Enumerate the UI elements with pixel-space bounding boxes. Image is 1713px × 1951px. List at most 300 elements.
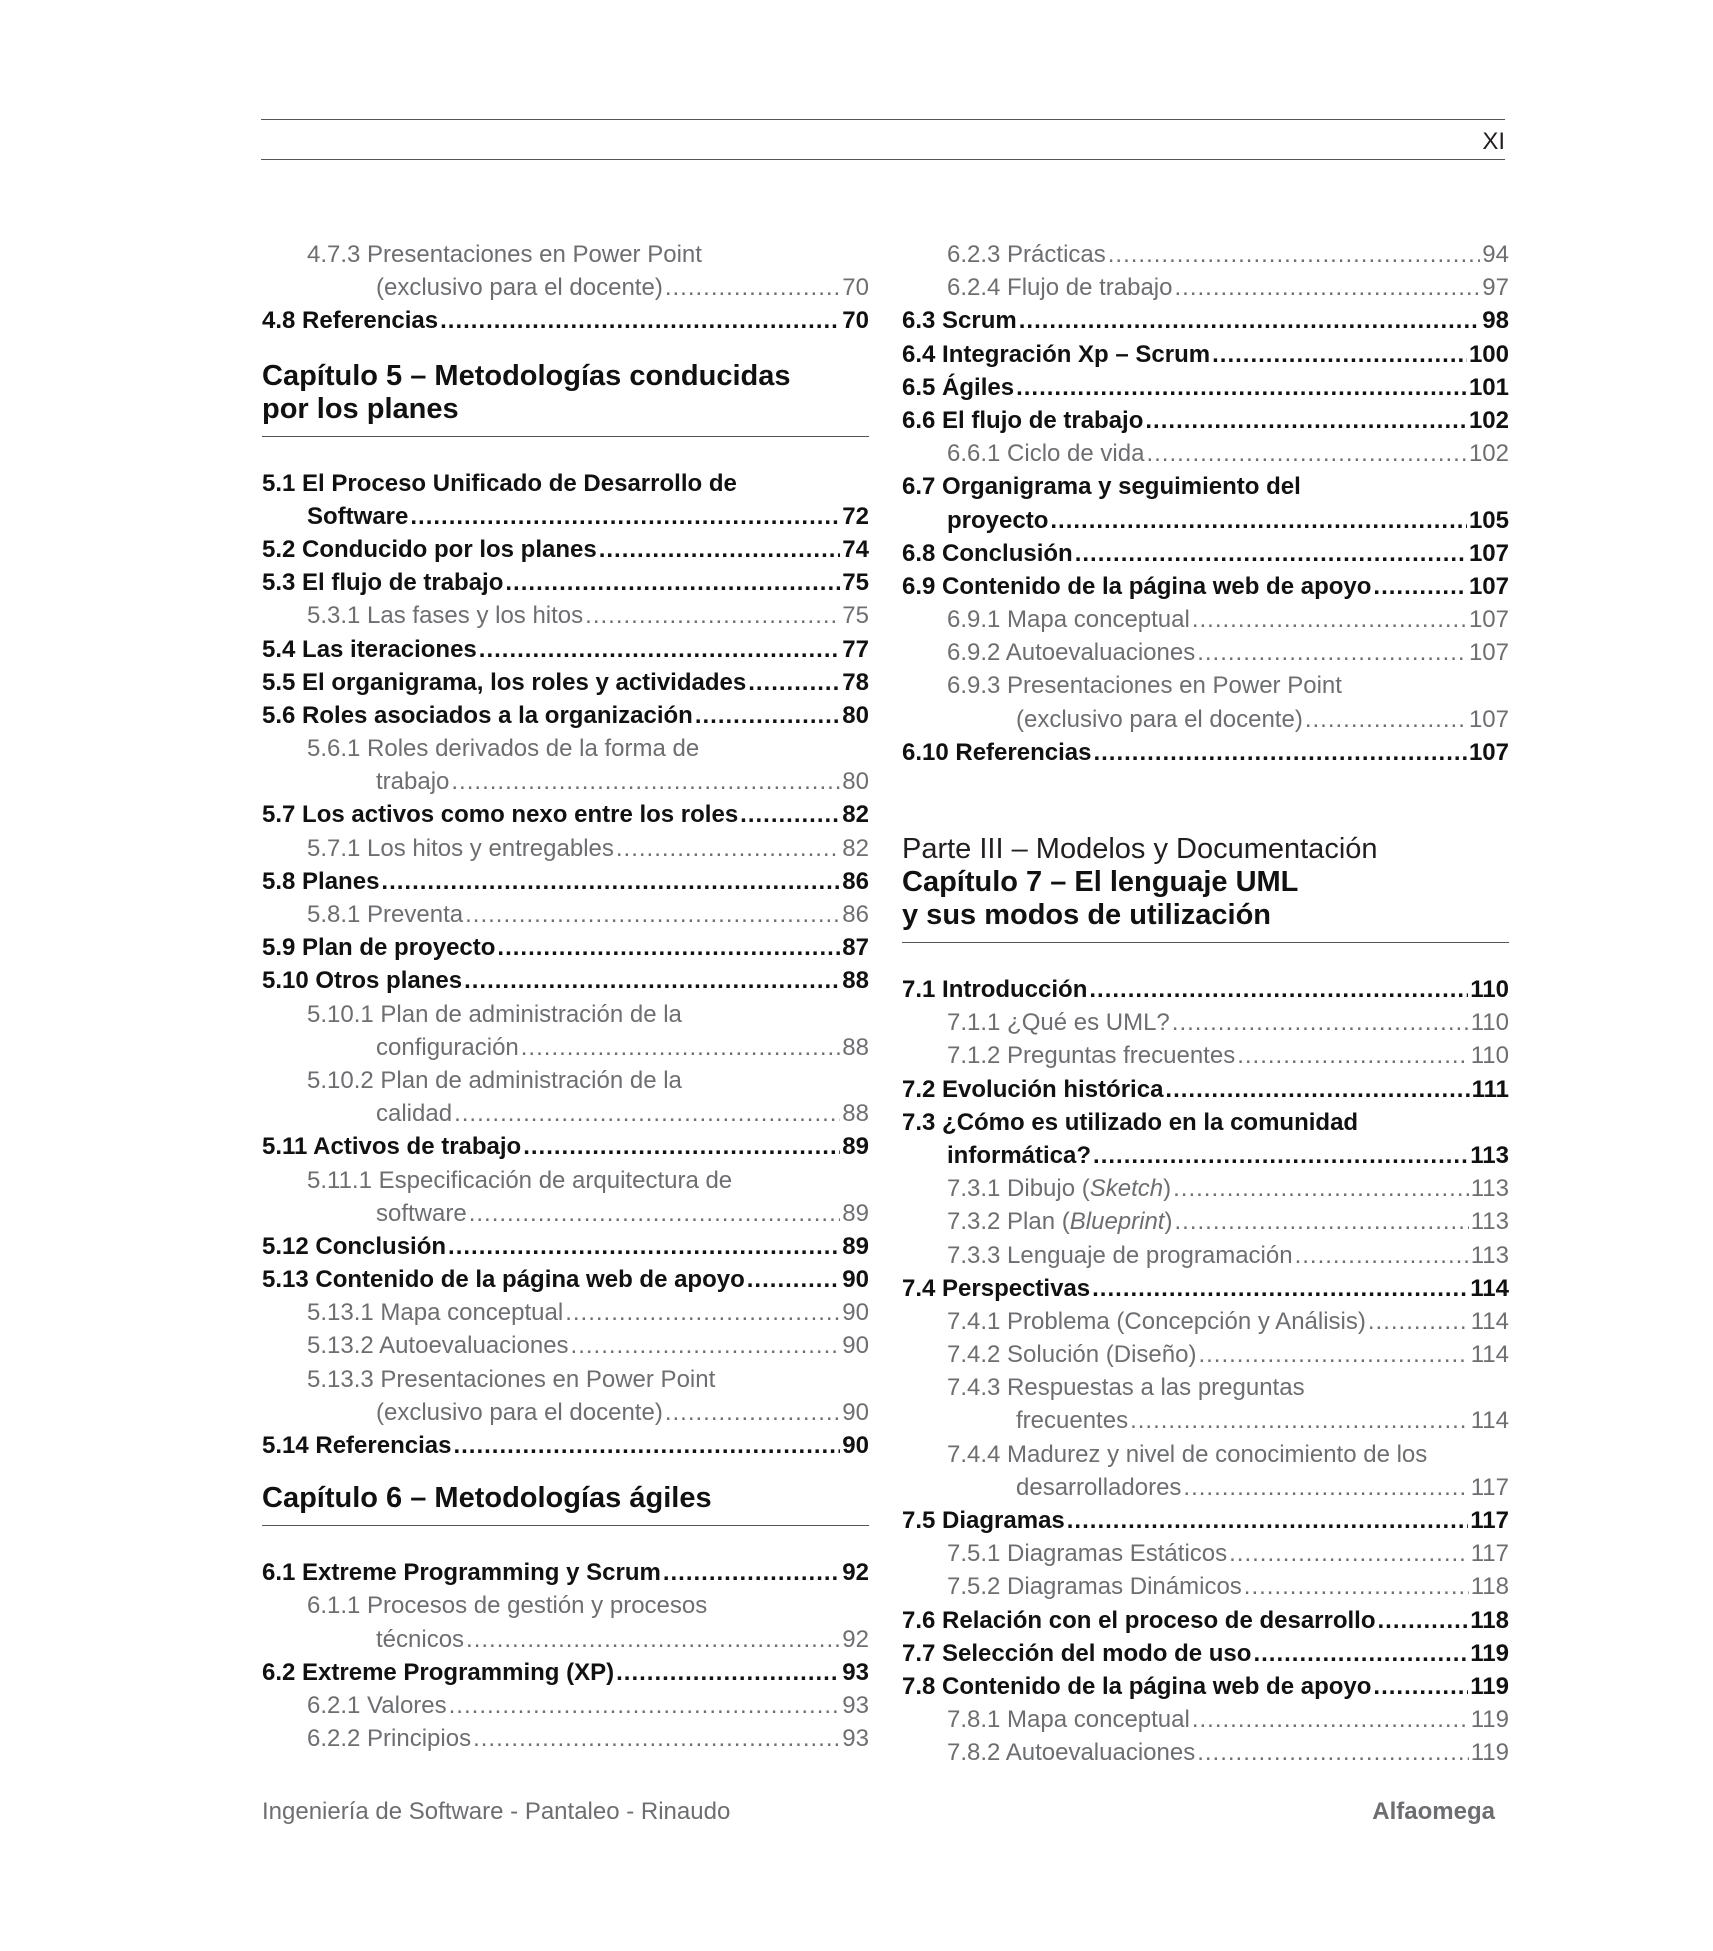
toc-page-number: 88 (842, 1100, 869, 1128)
toc-leader-dots (1229, 1537, 1469, 1570)
toc-entry (262, 1429, 869, 1462)
toc-entry (262, 732, 869, 765)
toc-page-number: 107 (1468, 738, 1509, 766)
toc-leader-dots (616, 832, 840, 865)
toc-entry-text: 6.2.2 Principios (307, 1725, 472, 1753)
toc-leader-dots (1253, 1637, 1468, 1670)
toc-entry (262, 865, 869, 898)
chapter-6-rule (262, 1525, 869, 1526)
toc-leader-dots (1067, 1504, 1469, 1537)
toc-page-number: 78 (842, 668, 869, 696)
toc-entry-text: 7.2 Evolución histórica (902, 1075, 1164, 1103)
toc-entry-text: 5.10.1 Plan de administración de la (307, 1000, 682, 1028)
toc-entry (902, 1504, 1509, 1537)
chapter-6-entries (262, 1556, 869, 1755)
toc-entry-text: 6.2.3 Prácticas (947, 241, 1106, 268)
toc-entry-text: 6.7 Organigrama y seguimiento del (902, 473, 1301, 501)
toc-entry-text: 4.7.3 Presentaciones en Power Point (307, 241, 702, 268)
toc-leader-dots (1373, 570, 1467, 603)
toc-leader-dots (1198, 1338, 1468, 1371)
toc-entry-text: 7.5 Diagramas (902, 1507, 1065, 1534)
toc-entry (262, 1263, 869, 1296)
toc-entry-text: 5.13.3 Presentaciones en Power Point (307, 1365, 716, 1393)
toc-entry-text: 7.3.1 Dibujo (Sketch) (947, 1175, 1172, 1203)
toc-entry (902, 1073, 1509, 1106)
toc-page-number: 90 (842, 1432, 869, 1459)
toc-leader-dots (1050, 504, 1467, 537)
toc-entry-text: 5.4 Las iteraciones (262, 635, 477, 663)
toc-leader-dots (1075, 537, 1467, 570)
toc-entry-text: 7.5.2 Diagramas Dinámicos (947, 1573, 1242, 1601)
toc-entry-text: 4.8 Referencias (262, 307, 439, 335)
toc-page-number: 86 (842, 901, 869, 928)
toc-page-number: 70 (842, 307, 869, 335)
chapter-6-title: Capítulo 6 – Metodologías ágiles (262, 1482, 712, 1515)
chapter-6-heading (262, 1482, 869, 1526)
toc-entry-text: 6.9 Contenido de la página web de apoyo (902, 572, 1372, 600)
toc-page-number: 119 (1470, 1672, 1509, 1700)
toc-page-number: 80 (842, 701, 869, 729)
toc-entry-text: frecuentes (1016, 1407, 1129, 1435)
toc-entry (262, 1589, 869, 1622)
toc-leader-dots (740, 798, 840, 831)
toc-leader-dots (571, 1329, 841, 1362)
toc-page-number: 93 (842, 1658, 869, 1686)
toc-leader-dots (616, 1656, 840, 1689)
toc-entry-text: 7.6 Relación con el proceso de desarrollo (902, 1606, 1376, 1634)
toc-entry-text: 7.8.1 Mapa conceptual (947, 1706, 1190, 1734)
toc-entry (262, 1064, 869, 1097)
chapter-5-title-line1: Capítulo 5 – Metodologías conducidas (262, 359, 791, 392)
toc-leader-dots (454, 1097, 840, 1130)
toc-page-number: 87 (842, 934, 869, 962)
toc-entry (902, 1371, 1509, 1404)
toc-page-number: 117 (1470, 1540, 1509, 1568)
toc-entry (262, 832, 869, 865)
toc-page-number: 119 (1470, 1639, 1509, 1667)
toc-page-number: 110 (1470, 1042, 1509, 1070)
toc-page-number: 77 (842, 635, 869, 663)
toc-page-number: 86 (842, 867, 869, 895)
toc-entry (902, 636, 1509, 669)
toc-leader-dots (695, 699, 840, 732)
toc-entry-text: 7.1.2 Preguntas frecuentes (947, 1042, 1236, 1070)
toc-page-number: 111 (1471, 1075, 1509, 1103)
toc-right-column (902, 238, 1509, 1770)
toc-page-number: 113 (1470, 1241, 1509, 1269)
toc-entry (262, 666, 869, 699)
toc-leader-dots (1165, 1073, 1469, 1106)
toc-page-number: 88 (842, 1033, 869, 1061)
toc-entry (902, 1604, 1509, 1637)
toc-page-number: 82 (842, 801, 869, 829)
toc-right-pre (902, 238, 1509, 769)
toc-entry (902, 470, 1509, 503)
toc-page-number: 90 (842, 1332, 869, 1360)
toc-leader-dots (440, 304, 840, 337)
toc-entry (902, 703, 1509, 736)
toc-entry-text: 5.6 Roles asociados a la organización (262, 701, 693, 729)
toc-entry (902, 603, 1509, 636)
toc-leader-dots (1019, 304, 1481, 337)
header-rule-top (261, 119, 1505, 120)
toc-entry-text: (exclusivo para el docente) (376, 274, 663, 302)
toc-entry (262, 500, 869, 533)
toc-entry (902, 1471, 1509, 1504)
toc-page-number: 114 (1470, 1307, 1509, 1335)
toc-leader-dots (521, 1031, 841, 1064)
toc-entry-text: 5.6.1 Roles derivados de la forma de (307, 735, 700, 763)
toc-entry (902, 973, 1509, 1006)
toc-entry-text: 6.6.1 Ciclo de vida (947, 440, 1145, 468)
toc-entry-text: 5.10 Otros planes (262, 967, 463, 995)
toc-entry (262, 1164, 869, 1197)
toc-page-number: 105 (1468, 506, 1509, 534)
toc-page-number: 80 (842, 768, 869, 796)
toc-page-number: 100 (1468, 340, 1509, 368)
toc-entry-text: (exclusivo para el docente) (1016, 705, 1303, 733)
toc-entry-text: 5.14 Referencias (262, 1432, 452, 1459)
toc-leader-dots (523, 1130, 840, 1163)
toc-entry-text: 5.1 El Proceso Unificado de Desarrollo de (262, 469, 737, 497)
toc-leader-dots (469, 1197, 841, 1230)
toc-entry (902, 338, 1509, 371)
toc-entry-text: calidad (376, 1100, 453, 1128)
toc-page-number: 90 (842, 1299, 869, 1327)
toc-page-number: 90 (842, 1266, 869, 1294)
toc-leader-dots (465, 898, 840, 931)
toc-page-number: 113 (1470, 1175, 1509, 1203)
toc-entry (262, 238, 869, 271)
toc-leader-dots (1368, 1305, 1469, 1338)
toc-entry (902, 1404, 1509, 1437)
chapter-7-title-line2: y sus modos de utilización (902, 899, 1272, 931)
toc-entry-text: 5.7 Los activos como nexo entre los roles (262, 801, 739, 829)
toc-page-number: 113 (1470, 1141, 1509, 1169)
toc-page-number: 89 (842, 1133, 869, 1161)
toc-page-number: 93 (842, 1691, 869, 1719)
toc-leader-dots (505, 566, 840, 599)
toc-entry (902, 570, 1509, 603)
toc-leader-dots (1174, 271, 1480, 304)
toc-page-number: 74 (842, 535, 869, 563)
toc-entry-text: 7.3 ¿Cómo es utilizado en la comunidad (902, 1108, 1359, 1136)
toc-page-number: 119 (1470, 1739, 1509, 1767)
toc-leader-dots (1130, 1404, 1469, 1437)
toc-entry-text: 6.10 Referencias (902, 738, 1092, 766)
toc-leader-dots (449, 1689, 841, 1722)
header-rule-bottom (261, 159, 1505, 160)
toc-entry (262, 467, 869, 500)
toc-leader-dots (1192, 1703, 1469, 1736)
toc-entry-text: desarrolladores (1016, 1473, 1182, 1501)
toc-entry (262, 1130, 869, 1163)
toc-leader-dots (1092, 1272, 1468, 1305)
toc-leader-dots (1192, 603, 1467, 636)
toc-entry-text: 5.13.2 Autoevaluaciones (307, 1332, 569, 1360)
toc-page-number: 92 (842, 1559, 869, 1587)
toc-page-number: 107 (1468, 639, 1509, 667)
toc-entry (262, 271, 869, 304)
toc-entry (262, 1722, 869, 1755)
chapter-7-heading (902, 833, 1509, 943)
toc-entry (902, 1670, 1509, 1703)
toc-leader-dots (599, 533, 841, 566)
toc-entry (902, 669, 1509, 702)
toc-entry (902, 504, 1509, 537)
toc-page-number: 89 (842, 1232, 869, 1260)
toc-entry-text: 6.2.1 Valores (307, 1691, 447, 1719)
toc-entry-text: trabajo (376, 768, 450, 796)
toc-entry (262, 1556, 869, 1589)
toc-leader-dots (1237, 1039, 1469, 1072)
toc-entry (902, 537, 1509, 570)
toc-page-number: 72 (842, 502, 869, 530)
toc-entry-text: 6.9.2 Autoevaluaciones (947, 639, 1196, 667)
toc-page-number: 119 (1470, 1706, 1509, 1734)
toc-leader-dots (665, 1396, 840, 1429)
chapter-7-entries (902, 973, 1509, 1770)
toc-entry (262, 533, 869, 566)
toc-entry (262, 599, 869, 632)
toc-page-number: 94 (1482, 241, 1509, 268)
toc-entry (262, 1396, 869, 1429)
toc-entry-text: 5.11.1 Especificación de arquitectura de (307, 1166, 733, 1194)
toc-leader-dots (453, 1429, 840, 1462)
toc-entry-text: 7.1 Introducción (902, 976, 1088, 1003)
toc-entry-text: 7.1.1 ¿Qué es UML? (947, 1009, 1170, 1037)
chapter-5-heading (262, 360, 869, 437)
chapter-5-title-line2: por los planes (262, 392, 459, 425)
toc-entry (262, 1031, 869, 1064)
toc-leader-dots (1373, 1670, 1468, 1703)
toc-entry-text: técnicos (376, 1625, 465, 1653)
toc-entry (262, 898, 869, 931)
toc-page-number: 92 (842, 1625, 869, 1653)
toc-entry (262, 1197, 869, 1230)
toc-page-number: 75 (842, 602, 869, 630)
toc-entry (902, 1703, 1509, 1736)
toc-leader-dots (464, 964, 840, 997)
toc-page-number: 117 (1470, 1507, 1509, 1534)
toc-entry-text: 6.8 Conclusión (902, 539, 1073, 567)
toc-entry (262, 633, 869, 666)
toc-entry (902, 1006, 1509, 1039)
toc-leader-dots (451, 765, 840, 798)
toc-entry (902, 1637, 1509, 1670)
toc-leader-dots (1173, 1172, 1469, 1205)
toc-page-number: 110 (1470, 1009, 1509, 1037)
toc-entry (902, 1172, 1509, 1205)
toc-leader-dots (1378, 1604, 1469, 1637)
toc-entry-text: informática? (947, 1141, 1092, 1169)
toc-page-number: 90 (842, 1398, 869, 1426)
toc-leader-dots (1093, 736, 1466, 769)
toc-entry (262, 1363, 869, 1396)
toc-entry-text: 7.7 Selección del modo de uso (902, 1639, 1252, 1667)
toc-page-number: 107 (1468, 539, 1509, 567)
footer-book-title: Ingeniería de Software - Pantaleo - Rinaudo (262, 1798, 731, 1825)
toc-entry (262, 765, 869, 798)
toc-entry (262, 699, 869, 732)
toc-entry (902, 1106, 1509, 1139)
toc-entry (262, 1656, 869, 1689)
toc-leader-dots (1146, 437, 1467, 470)
toc-page-number: 88 (842, 967, 869, 995)
toc-entry (262, 1329, 869, 1362)
toc-leader-dots (748, 666, 840, 699)
toc-entry-text: configuración (376, 1033, 519, 1061)
toc-leader-dots (466, 1623, 840, 1656)
toc-entry-text: 7.8.2 Autoevaluaciones (947, 1739, 1196, 1767)
toc-entry-text: 5.7.1 Los hitos y entregables (307, 834, 614, 862)
page-number: XI (1482, 128, 1505, 155)
toc-page-number: 114 (1470, 1274, 1509, 1302)
toc-entry (902, 304, 1509, 337)
toc-leader-dots (1172, 1006, 1469, 1039)
toc-entry-text: 5.13 Contenido de la página web de apoyo (262, 1266, 745, 1294)
toc-leader-dots (1145, 404, 1467, 437)
toc-page-number: 101 (1468, 373, 1509, 401)
toc-entry (262, 1097, 869, 1130)
toc-entry-text: 7.4.1 Problema (Concepción y Análisis) (947, 1307, 1366, 1335)
toc-entry (902, 238, 1509, 271)
toc-leader-dots (381, 865, 840, 898)
toc-page-number: 102 (1468, 440, 1509, 468)
toc-entry-text: 7.5.1 Diagramas Estáticos (947, 1540, 1228, 1568)
toc-entry (262, 931, 869, 964)
toc-entry-text: 5.13.1 Mapa conceptual (307, 1299, 564, 1327)
toc-entry-text: 7.8 Contenido de la página web de apoyo (902, 1672, 1372, 1700)
toc-entry (902, 1139, 1509, 1172)
toc-leader-dots (410, 500, 840, 533)
toc-leader-dots (1295, 1239, 1469, 1272)
toc-entry-text: software (376, 1199, 467, 1227)
toc-entry-text: 6.6 El flujo de trabajo (902, 406, 1144, 434)
toc-entry-text: 7.3.2 Plan (Blueprint) (947, 1208, 1173, 1236)
toc-entry-text: 6.2 Extreme Programming (XP) (262, 1658, 615, 1686)
toc-entry-text: 5.3.1 Las fases y los hitos (307, 602, 584, 630)
toc-entry (902, 1272, 1509, 1305)
toc-entry (902, 1305, 1509, 1338)
toc-entry (262, 1623, 869, 1656)
toc-entry-text: 7.3.3 Lenguaje de programación (947, 1241, 1293, 1269)
toc-entry (902, 404, 1509, 437)
toc-page-number: 82 (842, 834, 869, 862)
chapter-5-rule (262, 436, 869, 437)
toc-leader-dots (1108, 238, 1481, 271)
toc-entry-text: 6.4 Integración Xp – Scrum (902, 340, 1211, 368)
toc-entry (262, 998, 869, 1031)
toc-leader-dots (565, 1296, 840, 1329)
toc-entry-text: 6.9.3 Presentaciones en Power Point (947, 672, 1342, 700)
chapter-7-title-line1: Capítulo 7 – El lenguaje UML (902, 866, 1299, 898)
toc-entry-text: 7.4 Perspectivas (902, 1274, 1091, 1302)
toc-entry-text: 6.3 Scrum (902, 307, 1017, 335)
toc-page-number: 110 (1470, 976, 1509, 1003)
toc-entry-text: 5.12 Conclusión (262, 1232, 447, 1260)
toc-entry (262, 798, 869, 831)
toc-page-number: 107 (1468, 572, 1509, 600)
toc-page-number: 114 (1470, 1341, 1509, 1369)
toc-entry (902, 1205, 1509, 1238)
toc-entry-text: 5.9 Plan de proyecto (262, 934, 496, 962)
chapter-5-entries (262, 467, 869, 1463)
toc-entry-text: 6.1.1 Procesos de gestión y procesos (307, 1592, 708, 1620)
toc-page-number: 114 (1470, 1407, 1509, 1435)
toc-leader-dots (1089, 973, 1468, 1006)
toc-entry-text: proyecto (947, 506, 1049, 534)
toc-page-number: 117 (1470, 1473, 1509, 1501)
toc-entry-text: 6.2.4 Flujo de trabajo (947, 274, 1173, 302)
toc-entry (262, 964, 869, 997)
toc-entry (902, 736, 1509, 769)
toc-entry-text: 7.4.4 Madurez y nivel de conocimiento de los (947, 1440, 1428, 1468)
toc-entry-text: 5.11 Activos de trabajo (262, 1133, 522, 1161)
toc-entry (902, 271, 1509, 304)
toc-page-number: 107 (1468, 705, 1509, 733)
toc-page-number: 70 (842, 274, 869, 302)
toc-leader-dots (1244, 1570, 1469, 1603)
toc-entry (902, 1537, 1509, 1570)
toc-entry (262, 1230, 869, 1263)
toc-entry-text: Software (307, 502, 409, 530)
toc-entry (902, 1736, 1509, 1769)
toc-leader-dots (585, 599, 840, 632)
toc-page-number: 118 (1470, 1606, 1509, 1634)
toc-entry-text: 7.4.3 Respuestas a las preguntas (947, 1374, 1305, 1402)
toc-leader-dots (1016, 371, 1467, 404)
toc-entry-text: 5.2 Conducido por los planes (262, 535, 597, 563)
toc-entry (262, 566, 869, 599)
toc-page-number: 93 (842, 1725, 869, 1753)
footer-publisher: Alfaomega (1372, 1798, 1495, 1825)
toc-leader-dots (1305, 703, 1467, 736)
toc-leader-dots (479, 633, 841, 666)
toc-page-number: 107 (1468, 606, 1509, 634)
toc-page-number: 75 (842, 569, 869, 597)
toc-entry (902, 1239, 1509, 1272)
toc-entry (262, 1296, 869, 1329)
toc-entry-text: 6.5 Ágiles (902, 373, 1015, 401)
toc-leader-dots (1093, 1139, 1468, 1172)
toc-page-number: 97 (1482, 274, 1509, 302)
toc-leader-dots (1197, 636, 1467, 669)
toc-leader-dots (473, 1722, 840, 1755)
toc-entry (902, 1570, 1509, 1603)
toc-leader-dots (665, 271, 840, 304)
toc-leader-dots (1212, 338, 1467, 371)
toc-leader-dots (663, 1556, 840, 1589)
chapter-7-rule (902, 942, 1509, 943)
toc-entry-text: 5.8.1 Preventa (307, 901, 464, 928)
toc-page-number: 89 (842, 1199, 869, 1227)
toc-page-number: 113 (1470, 1208, 1509, 1236)
toc-entry-text: 6.1 Extreme Programming y Scrum (262, 1559, 661, 1587)
toc-entry-text: 5.3 El flujo de trabajo (262, 569, 504, 597)
toc-page-number: 118 (1470, 1573, 1509, 1601)
toc-entry (902, 1338, 1509, 1371)
toc-entry-text: 7.4.2 Solución (Diseño) (947, 1341, 1197, 1369)
toc-entry (262, 304, 869, 337)
toc-entry (902, 1039, 1509, 1072)
toc-entry-text: 5.10.2 Plan de administración de la (307, 1066, 682, 1094)
toc-leader-dots (1183, 1471, 1468, 1504)
toc-leader-dots (1197, 1736, 1469, 1769)
toc-leader-dots (1174, 1205, 1468, 1238)
toc-left-pre (262, 238, 869, 338)
toc-page-number: 102 (1468, 406, 1509, 434)
